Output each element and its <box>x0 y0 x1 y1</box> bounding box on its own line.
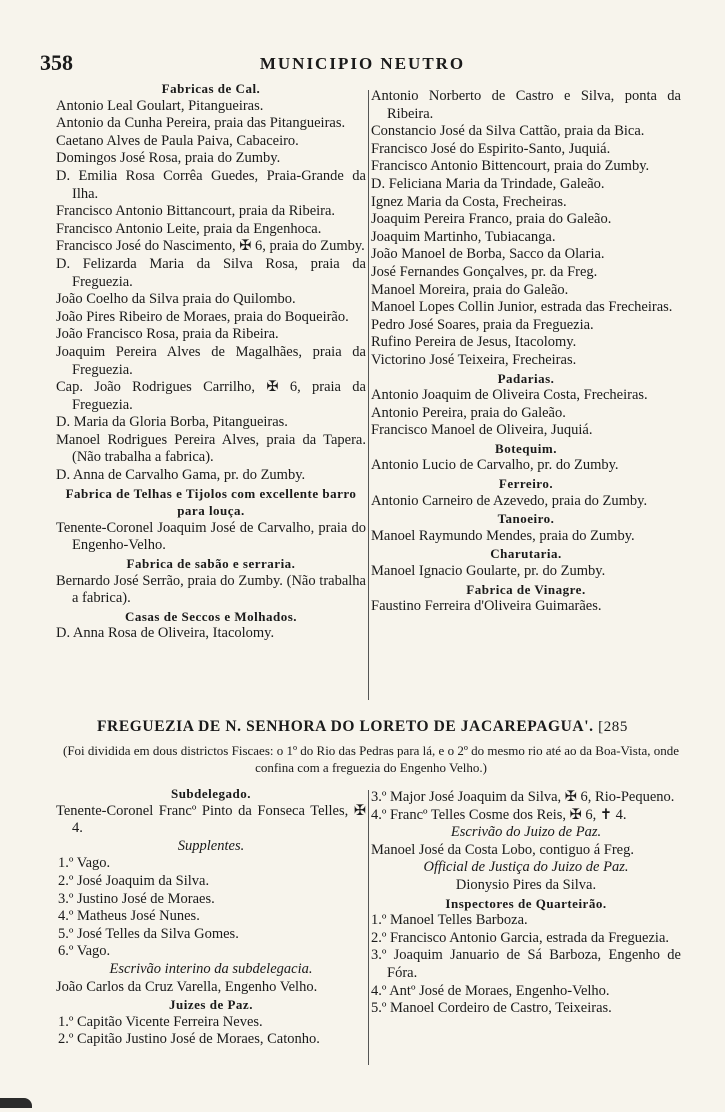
list-item: 3.º Major José Joaquim da Silva, ✠ 6, Rio-Pequeno. <box>371 789 675 805</box>
right-column <box>371 88 681 616</box>
list-item: 5.º Manoel Cordeiro de Castro, Teixeiras. <box>371 1000 612 1017</box>
list-item: Ignez Maria da Costa, Frecheiras. <box>371 193 567 210</box>
section-heading: Tanoeiro. <box>497 511 555 527</box>
list-item: João Manoel de Borba, Sacco da Olaria. <box>371 246 605 263</box>
list-item: 3.º Joaquim Januario de Sá Barboza, Engenho de Fóra. <box>371 947 681 981</box>
list-item: Manoel Rodrigues Pereira Alves, praia da Tapera. (Não trabalha a fabrica). <box>56 431 366 466</box>
lower-right-column <box>371 789 681 1018</box>
subheading: Official de Justiça do Juizo de Paz. <box>423 859 629 876</box>
list-item: Francisco Antonio Leite, praia da Engenhoca. <box>56 220 322 237</box>
list-item: Francisco José do Nascimento, ✠ 6, praia do Zumby. <box>56 238 365 255</box>
list-item: 4.º Matheus José Nunes. <box>58 908 200 925</box>
list-item: Francisco Antonio Bittancourt, praia da Ribeira. <box>56 203 336 220</box>
list-item: Manoel Raymundo Mendes, praia do Zumby. <box>371 527 635 544</box>
list-item: 1.º Vago. <box>58 855 111 872</box>
section-title <box>0 718 725 736</box>
list-item: 2.º Capitão Justino José de Moraes, Catonho. <box>58 1031 320 1048</box>
page-number: 358 <box>40 50 73 75</box>
list-item: Victorino José Teixeira, Frecheiras. <box>371 351 577 368</box>
list-item: Caetano Alves de Paula Paiva, Cabaceiro. <box>56 132 299 149</box>
list-item: Antonio Lucio de Carvalho, pr. do Zumby. <box>371 457 619 474</box>
list-item: Constancio José da Silva Cattão, praia da Bica. <box>371 123 645 140</box>
list-item: 6.º Vago. <box>58 943 111 960</box>
list-item: Antonio Carneiro de Azevedo, praia do Zumby. <box>371 492 648 509</box>
list-item: Pedro José Soares, praia da Freguezia. <box>371 316 594 333</box>
list-item: 1.º Capitão Vicente Ferreira Neves. <box>58 1013 263 1030</box>
subheading: Supplentes. <box>177 837 245 854</box>
list-item: Antonio Norberto de Castro e Silva, ponta da Ribeira. <box>371 88 681 122</box>
column-divider <box>368 90 369 700</box>
running-head: MUNICIPIO NEUTRO <box>259 54 466 73</box>
list-item: José Fernandes Gonçalves, pr. da Freg. <box>371 263 598 280</box>
list-item: Bernardo José Serrão, praia do Zumby. (Não trabalha a fabrica). <box>56 572 366 607</box>
list-item: D. Maria da Gloria Borba, Pitangueiras. <box>56 414 288 431</box>
list-item: D. Emilia Rosa Corrêa Guedes, Praia-Grande da Ilha. <box>56 167 366 202</box>
list-item: D. Feliciana Maria da Trindade, Galeão. <box>371 175 605 192</box>
left-column <box>56 80 366 643</box>
list-item: D. Anna de Carvalho Gama, pr. do Zumby. <box>56 467 306 484</box>
list-item: 3.º Justino José de Moraes. <box>58 890 215 907</box>
page-edge-mark <box>0 1098 32 1108</box>
list-item: João Coelho da Silva praia do Quilombo. <box>56 291 296 308</box>
list-item: João Carlos da Cruz Varella, Engenho Velho. <box>56 978 318 995</box>
subheading: Escrivão interino da subdelegacia. <box>109 960 313 977</box>
section-heading: Botequim. <box>495 440 557 456</box>
section-heading: Padarias. <box>497 370 555 386</box>
section-heading: Inspectores de Quarteirão. <box>445 895 607 911</box>
list-item: 1.º Manoel Telles Barboza. <box>371 912 528 929</box>
section-heading: Fabrica de Telhas e Tijolos com excellente barro para louça. <box>65 485 357 519</box>
list-item: Domingos José Rosa, praia do Zumby. <box>56 150 281 167</box>
list-item: Francisco Manoel de Oliveira, Juquiá. <box>371 422 593 439</box>
list-item: Antonio Leal Goulart, Pitangueiras. <box>56 97 264 114</box>
column-divider <box>368 790 369 1065</box>
list-item: Francisco Antonio Bittencourt, praia do Zumby. <box>371 158 650 175</box>
section-heading: Fabrica de sabão e serraria. <box>126 556 296 572</box>
lower-left-column <box>56 785 366 1049</box>
list-item: D. Anna Rosa de Oliveira, Itacolomy. <box>56 625 275 642</box>
list-item: Antonio da Cunha Pereira, praia das Pitangueiras. <box>56 115 346 132</box>
list-item: Dionysio Pires da Silva. <box>455 876 597 893</box>
list-item: Francisco José do Espirito-Santo, Juquiá. <box>371 140 611 157</box>
section-heading: Subdelegado. <box>170 786 252 801</box>
section-heading: Casas de Seccos e Molhados. <box>124 608 298 624</box>
list-item: Cap. João Rodrigues Carrilho, ✠ 6, praia da Freguezia. <box>56 379 366 413</box>
section-title-text: FREGUEZIA DE N. SENHORA DO LORETO DE JACAREPAGUA'. <box>96 718 594 735</box>
list-item: Tenente-Coronel Joaquim José de Carvalho, praia do Engenho-Velho. <box>56 519 366 554</box>
page-reference: [285 <box>598 719 629 735</box>
list-item: Faustino Ferreira d'Oliveira Guimarães. <box>371 598 602 615</box>
list-item: 2.º Francisco Antonio Garcia, estrada da Freguezia. <box>371 929 670 946</box>
list-item: Manoel Ignacio Goularte, pr. do Zumby. <box>371 563 606 580</box>
list-item: 4.º Antº José de Moraes, Engenho-Velho. <box>371 982 610 999</box>
list-item: 4.º Francº Telles Cosme dos Reis, ✠ 6, ✝ 4. <box>371 806 627 823</box>
section-heading: Ferreiro. <box>498 476 554 492</box>
list-item: 2.º José Joaquim da Silva. <box>58 872 210 889</box>
list-item: João Francisco Rosa, praia da Ribeira. <box>56 326 279 343</box>
list-item: D. Felizarda Maria da Silva Rosa, praia da Freguezia. <box>56 255 366 290</box>
subheading: Escrivão do Juizo de Paz. <box>450 824 602 841</box>
section-heading: Fabrica de Vinagre. <box>466 581 586 597</box>
list-item: Joaquim Pereira Alves de Magalhães, praia da Freguezia. <box>56 343 366 378</box>
list-item: Manoel José da Costa Lobo, contiguo á Freg. <box>371 841 634 858</box>
list-item: João Pires Ribeiro de Moraes, praia do Boqueirão. <box>56 308 349 325</box>
list-item: Manoel Moreira, praia do Galeão. <box>371 281 569 298</box>
list-item: Tenente-Coronel Francº Pinto da Fonseca Telles, ✠ 4. <box>56 802 366 837</box>
section-note: (Foi dividida em dous districtos Fiscaes: o 1º do Rio das Pedras para lá, e o 2º do mesmo rio até ao da Boa-Vista, onde confina com a freguezia do Engenho Velho.) <box>62 743 679 775</box>
list-item: Joaquim Pereira Franco, praia do Galeão. <box>371 211 612 228</box>
section-heading: Charutaria. <box>490 546 562 562</box>
list-item: Manoel Lopes Collin Junior, estrada das Frecheiras. <box>371 299 673 316</box>
list-item: 5.º José Telles da Silva Gomes. <box>58 925 239 942</box>
list-item: Rufino Pereira de Jesus, Itacolomy. <box>371 334 577 351</box>
list-item: Antonio Pereira, praia do Galeão. <box>371 404 566 421</box>
section-heading: Juizes de Paz. <box>169 997 253 1013</box>
section-heading: Fabricas de Cal. <box>161 81 261 96</box>
list-item: Joaquim Martinho, Tubiacanga. <box>371 228 556 245</box>
list-item: Antonio Joaquim de Oliveira Costa, Frecheiras. <box>371 387 648 404</box>
